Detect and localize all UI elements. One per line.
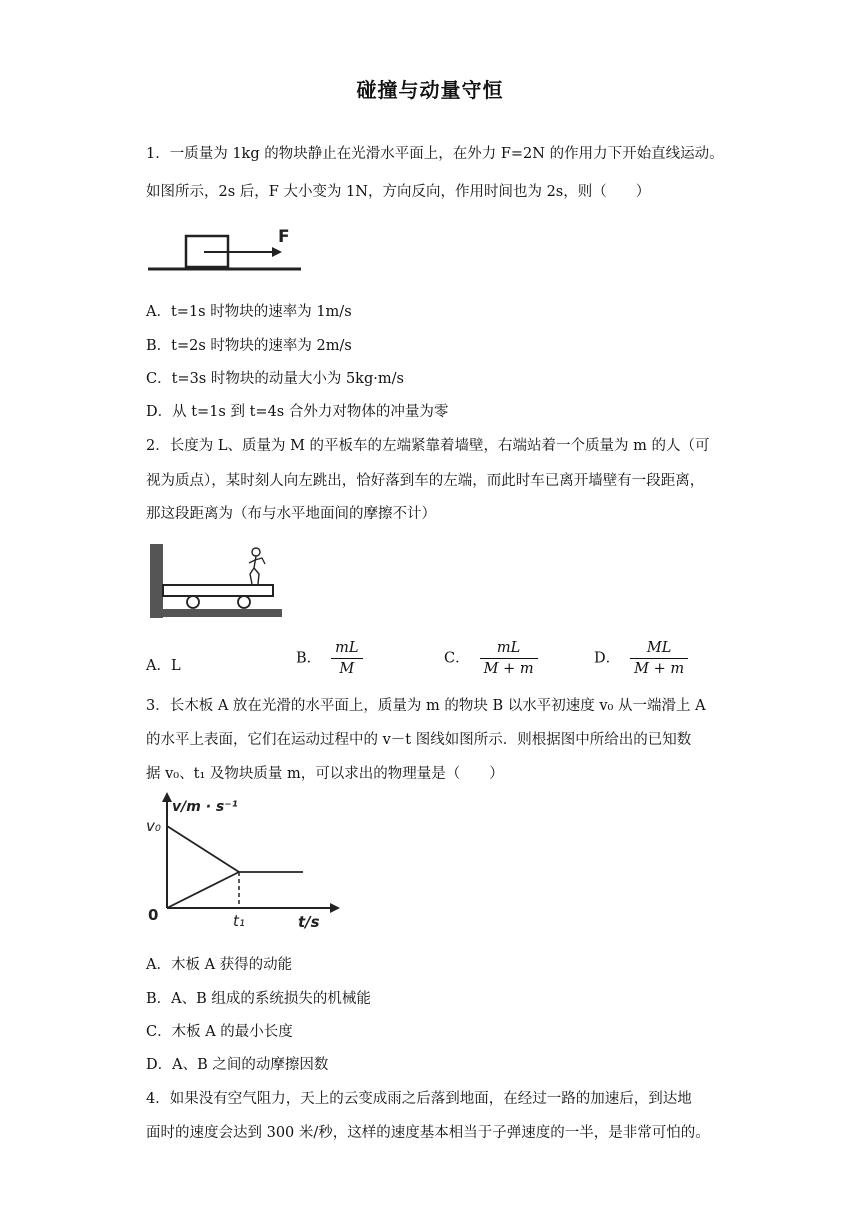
q1-figure-force-label: F	[278, 227, 290, 247]
q1-line-2: 如图所示，2s 后，F 大小变为 1N，方向反向，作用时间也为 2s，则（ ）	[146, 184, 651, 200]
q2-figure-cart-wall-person	[146, 538, 286, 622]
q3-line-2: 的水平上表面，它们在运动过程中的 v－t 图线如图所示．则根据图中所给出的已知数	[146, 732, 692, 748]
q2-option-b-numerator: mL	[331, 640, 362, 659]
q4-line-1: 4．如果没有空气阻力，天上的云变成雨之后落到地面，在经过一路的加速后，到达地	[146, 1091, 692, 1107]
q4-line-2: 面时的速度会达到 300 米/秒，这样的速度基本相当于子弹速度的一半，是非常可怕的。	[146, 1125, 710, 1141]
q2-option-a: A．L	[146, 658, 181, 674]
q3-graph-ylabel: v/m · s⁻¹	[172, 799, 238, 815]
q3-option-a: A．木板 A 获得的动能	[146, 957, 293, 973]
q2-option-d-denominator: M + m	[634, 661, 685, 677]
q2-line-1: 2．长度为 L、质量为 M 的平板车的左端紧靠着墙壁，右端站着一个质量为 m 的人（可	[146, 438, 710, 454]
q1-option-c: C．t=3s 时物块的动量大小为 5kg·m/s	[146, 371, 404, 387]
q1-option-b: B．t=2s 时物块的速率为 2m/s	[146, 338, 352, 354]
q3-line-3: 据 v₀、t₁ 及物块质量 m，可以求出的物理量是（ ）	[146, 766, 504, 782]
q3-option-d: D．A、B 之间的动摩擦因数	[146, 1057, 329, 1073]
q1-line-1: 1．一质量为 1kg 的物块静止在光滑水平面上，在外力 F=2N 的作用力下开始直线运动。	[146, 146, 724, 162]
q2-option-b: B． $\frac{mL}{M}$	[296, 640, 363, 677]
q3-graph-t1-label: t₁	[233, 912, 245, 930]
q2-option-d-numerator: ML	[630, 640, 688, 659]
q3-graph-origin-label: 0	[148, 906, 159, 924]
q2-option-c: C． $\frac{mL}{M + m}$	[444, 640, 538, 677]
q2-option-b-denominator: M	[339, 661, 355, 677]
q2-line-3: 那这段距离为（布与水平地面间的摩擦不计）	[146, 506, 436, 522]
q1-option-a: A．t=1s 时物块的速率为 1m/s	[146, 304, 352, 320]
q1-option-d: D．从 t=1s 到 t=4s 合外力对物体的冲量为零	[146, 404, 449, 420]
q1-figure-block-force	[146, 222, 306, 274]
q3-vt-graph	[140, 790, 350, 930]
q3-option-b: B．A、B 组成的系统损失的机械能	[146, 991, 371, 1007]
q3-graph-v0-label: v₀	[146, 817, 161, 835]
q3-option-c: C．木板 A 的最小长度	[146, 1024, 293, 1040]
q3-graph-xlabel: t/s	[298, 913, 320, 930]
q3-line-1: 3．长木板 A 放在光滑的水平面上，质量为 m 的物块 B 以水平初速度 v₀ 从一端滑上 A	[146, 698, 706, 714]
q2-option-c-numerator: mL	[480, 640, 538, 659]
page-title: 碰撞与动量守恒	[356, 78, 504, 102]
q2-option-d: D． $\frac{ML}{M + m}$	[594, 640, 688, 677]
q2-line-2: 视为质点），某时刻人向左跳出，恰好落到车的左端，而此时车已离开墙壁有一段距离，	[146, 473, 705, 489]
q2-option-c-denominator: M + m	[483, 661, 534, 677]
